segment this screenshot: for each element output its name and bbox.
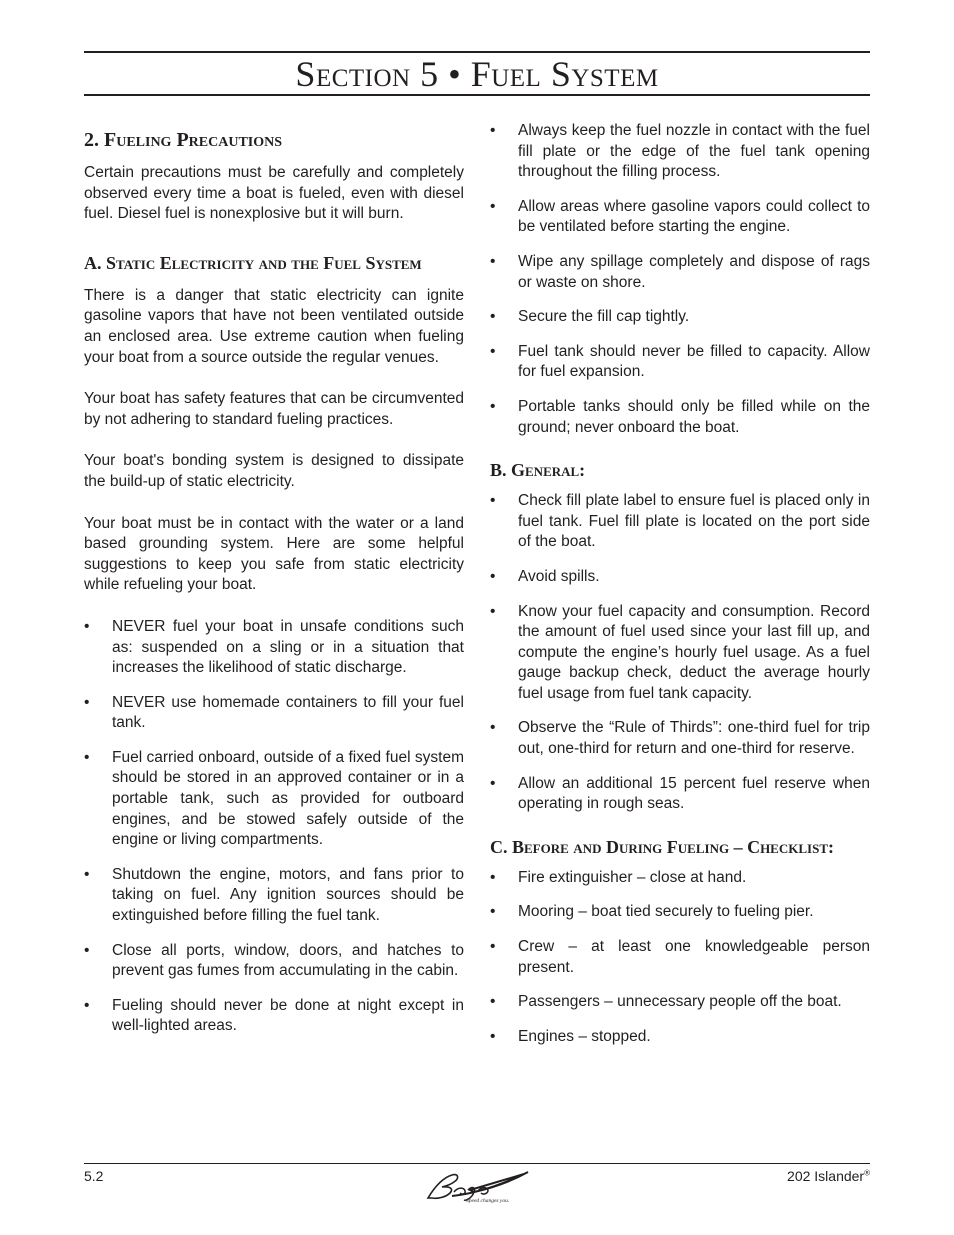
paragraph: Your boat has safety features that can be circumvented by not adhering to standard fueling practices. bbox=[84, 390, 464, 428]
subsection-heading-c: C. Before and During Fueling – Checklist: bbox=[490, 836, 834, 857]
bullet-icon: • bbox=[490, 308, 496, 326]
page-number: 5.2 bbox=[84, 1168, 104, 1184]
bullet-icon: • bbox=[84, 865, 90, 883]
list-item-text: Secure the fill cap tightly. bbox=[518, 308, 690, 326]
list-item-text: Observe the “Rule of Thirds”: one-third fuel for trip out, one-third for return and one-third for reserve. bbox=[518, 719, 870, 758]
bullet-icon: • bbox=[490, 774, 496, 792]
bullet-icon: • bbox=[84, 941, 90, 959]
subsection-heading-a: A. Static Electricity and the Fuel System bbox=[84, 252, 422, 273]
list-item bbox=[490, 602, 870, 705]
list-item-text: Fuel tank should never be filled to capacity. Allow for fuel expansion. bbox=[518, 342, 870, 381]
paragraph: Your boat must be in contact with the water or a land based grounding system. Here are some helpful suggestions to keep you safe from static electricity while refueling your boat. bbox=[84, 514, 464, 594]
list-item bbox=[490, 937, 870, 978]
bullet-icon: • bbox=[490, 868, 496, 886]
list-item-text: Always keep the fuel nozzle in contact with the fuel fill plate or the edge of the fuel tank opening throughout the filling process. bbox=[518, 122, 870, 181]
list-item-text: Know your fuel capacity and consumption. Record the amount of fuel used since your last fill up, and compute the engine’s hourly fuel usage. As a fuel gauge backup check, deduct the average hourly fuel usage from fuel tank capacity. bbox=[518, 602, 870, 702]
list-item-text: Fire extinguisher – close at hand. bbox=[518, 868, 747, 886]
bullet-list-right-c bbox=[490, 868, 870, 1048]
list-item bbox=[490, 252, 870, 293]
list-item-text: Fuel carried onboard, outside of a fixed fuel system should be stored in an approved container or in a portable tank, such as provided for outboard engines, and be stowed safely outside of the engine or living compartments. bbox=[112, 748, 464, 849]
list-item bbox=[490, 718, 870, 759]
list-item-text: Close all ports, window, doors, and hatches to prevent gas fumes from accumulating in the cabin. bbox=[112, 941, 464, 980]
bullet-icon: • bbox=[84, 748, 90, 766]
logo-tagline: Speed changes you. bbox=[466, 1198, 510, 1204]
list-item-text: Passengers – unnecessary people off the boat. bbox=[518, 993, 842, 1011]
list-item-text: NEVER use homemade containers to fill your fuel tank. bbox=[112, 693, 464, 732]
list-item-text: Check fill plate label to ensure fuel is placed only in fuel tank. Fuel fill plate is located on the port side of the boat. bbox=[518, 492, 870, 551]
bullet-icon: • bbox=[490, 602, 496, 620]
bullet-icon: • bbox=[490, 342, 496, 360]
registered-mark: ® bbox=[864, 1168, 870, 1178]
list-item-text: Avoid spills. bbox=[518, 567, 600, 585]
list-item-text: Allow an additional 15 percent fuel reserve when operating in rough seas. bbox=[518, 774, 870, 813]
list-item bbox=[490, 1027, 870, 1048]
footer-rule bbox=[84, 1163, 870, 1164]
list-item bbox=[490, 197, 870, 238]
bullet-icon: • bbox=[490, 1027, 496, 1045]
list-item bbox=[490, 567, 870, 588]
subsection-heading-b: B. General: bbox=[490, 460, 586, 481]
list-item bbox=[490, 902, 870, 923]
list-item-text: Shutdown the engine, motors, and fans prior to taking on fuel. Any ignition sources should be extinguished before filling the fuel tank. bbox=[112, 865, 464, 925]
list-item bbox=[490, 342, 870, 383]
list-item bbox=[84, 996, 464, 1037]
bullet-list-right-a bbox=[490, 121, 870, 438]
bullet-icon: • bbox=[84, 693, 90, 711]
bullet-icon: • bbox=[490, 197, 496, 215]
list-item bbox=[490, 992, 870, 1013]
list-item-text: Engines – stopped. bbox=[518, 1027, 651, 1045]
bullet-icon: • bbox=[490, 719, 496, 737]
list-item bbox=[84, 617, 464, 679]
intro-paragraph: Certain precautions must be carefully and completely observed every time a boat is fueled, even with diesel fuel. Diesel fuel is nonexplosive but it will burn. bbox=[84, 164, 464, 223]
bullet-list-left bbox=[84, 617, 464, 1037]
list-item-text: NEVER fuel your boat in unsafe conditions such as: suspended on a sling or in a situation that increases the likelihood of static discharge. bbox=[112, 617, 464, 677]
list-item bbox=[490, 397, 870, 438]
paragraph: Your boat's bonding system is designed to dissipate the build-up of static electricity. bbox=[84, 452, 464, 490]
list-item bbox=[84, 941, 464, 982]
list-item bbox=[84, 693, 464, 734]
right-column bbox=[490, 121, 870, 1047]
list-item-text: Portable tanks should only be filled while on the ground; never onboard the boat. bbox=[518, 397, 870, 436]
list-item-text: Allow areas where gasoline vapors could collect to be ventilated before starting the engine. bbox=[518, 197, 870, 236]
bullet-icon: • bbox=[84, 617, 90, 635]
title-rule-bottom bbox=[84, 94, 870, 96]
list-item bbox=[84, 865, 464, 927]
left-column bbox=[84, 122, 464, 1037]
list-item-text: Fueling should never be done at night except in well-lighted areas. bbox=[112, 996, 464, 1035]
model-name-text: 202 Islander bbox=[787, 1168, 865, 1184]
title-rule-top bbox=[84, 51, 870, 53]
model-name bbox=[787, 1168, 870, 1184]
list-item bbox=[84, 748, 464, 851]
paragraph: There is a danger that static electricity can ignite gasoline vapors that have not been ventilated outside an enclosed area. Use extreme caution when fueling your boat from a source outside the regular venues. bbox=[84, 286, 464, 366]
bullet-icon: • bbox=[490, 938, 496, 956]
list-item-text: Mooring – boat tied securely to fueling pier. bbox=[518, 903, 814, 921]
bullet-icon: • bbox=[490, 252, 496, 270]
list-item bbox=[490, 774, 870, 815]
bullet-icon: • bbox=[490, 903, 496, 921]
bullet-icon: • bbox=[490, 567, 496, 585]
bullet-icon: • bbox=[84, 996, 90, 1014]
bullet-icon: • bbox=[490, 492, 496, 510]
bullet-icon: • bbox=[490, 122, 496, 139]
list-item-text: Wipe any spillage completely and dispose of rags or waste on shore. bbox=[518, 252, 870, 291]
list-item bbox=[490, 307, 870, 328]
bullet-list-right-b bbox=[490, 491, 870, 815]
list-item bbox=[490, 121, 870, 183]
list-item bbox=[490, 491, 870, 553]
baja-logo-icon bbox=[424, 1170, 530, 1204]
list-item bbox=[490, 868, 870, 889]
bullet-icon: • bbox=[490, 397, 496, 415]
section-heading: 2. Fueling Precautions bbox=[84, 129, 283, 151]
bullet-icon: • bbox=[490, 993, 496, 1011]
list-item-text: Crew – at least one knowledgeable person present. bbox=[518, 938, 870, 976]
page-title: Section 5 • Fuel System bbox=[295, 54, 659, 94]
